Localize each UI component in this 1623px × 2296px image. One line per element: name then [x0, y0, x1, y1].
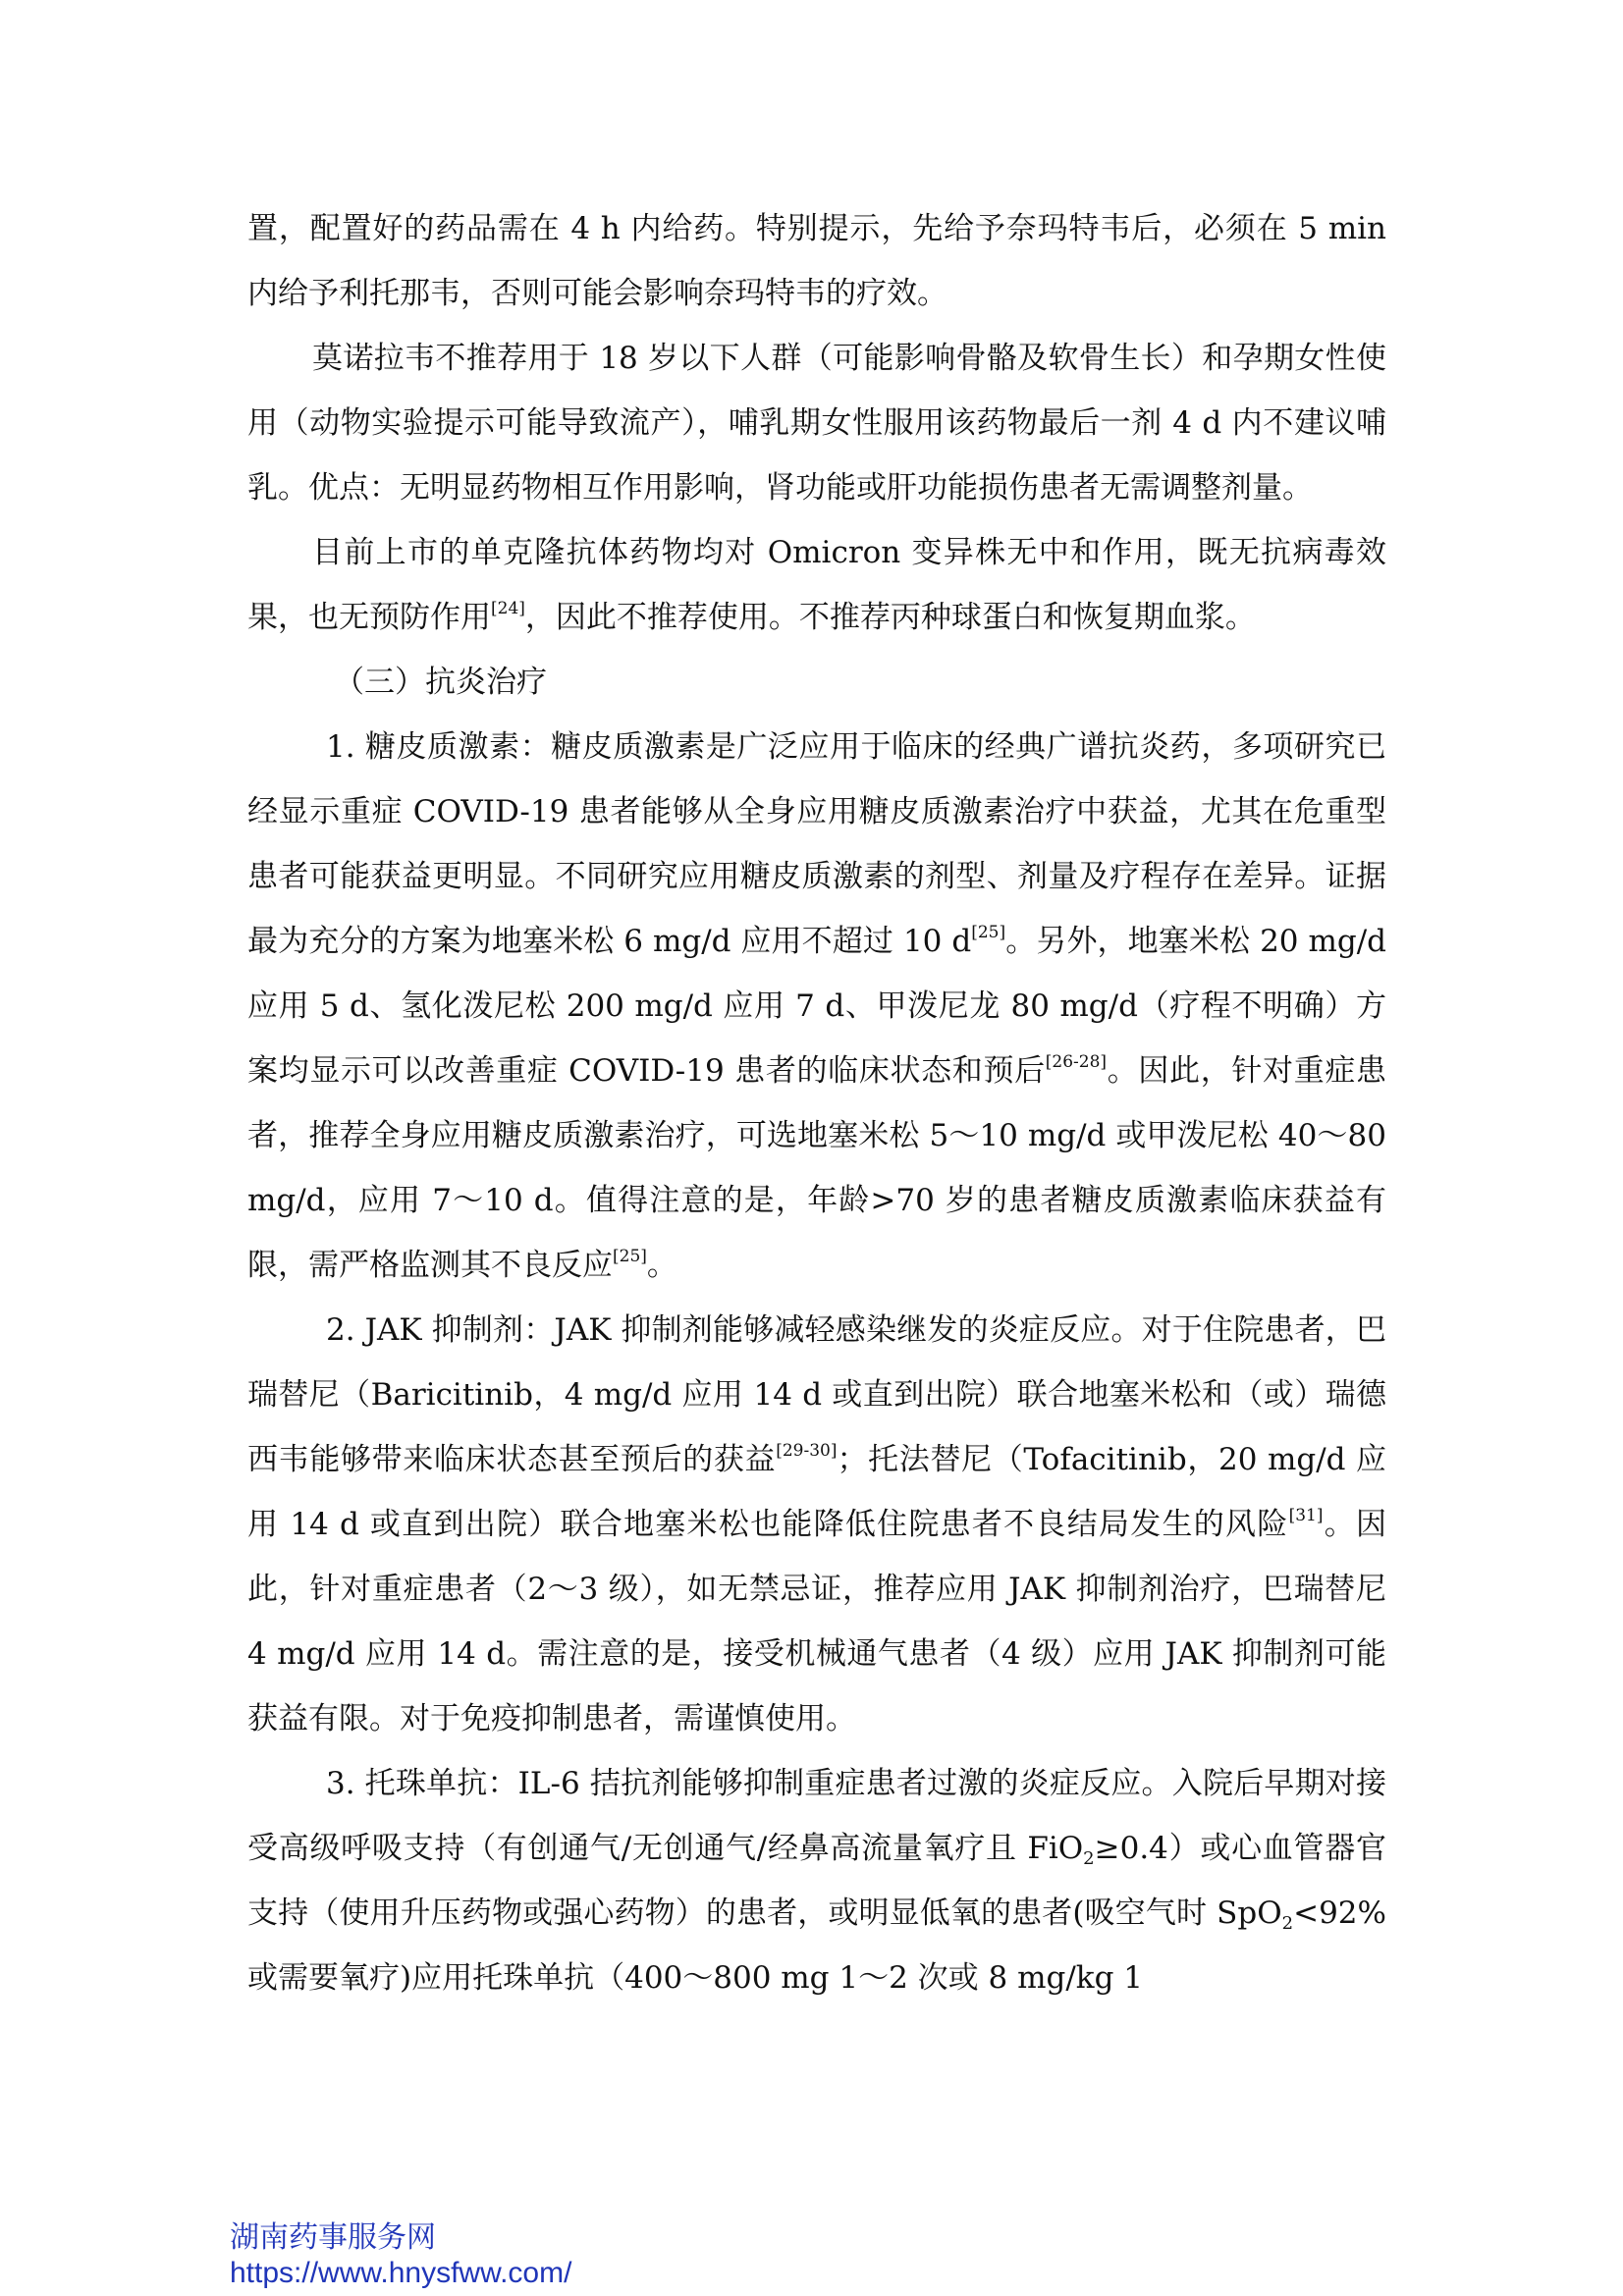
citation-24: [24]: [491, 599, 525, 618]
footer-site-url[interactable]: https://www.hnysfww.com/: [230, 2257, 572, 2289]
paragraph-jak-inhibitor-text: 2. JAK 抑制剂：JAK 抑制剂能够减轻感染继发的炎症反应。对于住院患者，巴瑞替尼（Baricitinib，4 mg/d 应用 14 d 或直到出院）联合地塞米松和（或）瑞德西韦能够带来临床状态甚至预后的获益: [247, 1312, 1386, 1477]
section-heading-anti-inflammatory: [247, 650, 1386, 715]
citation-25: [25]: [971, 923, 1006, 942]
citation-29-30: [29-30]: [776, 1441, 838, 1461]
paragraph-jak-inhibitor-text-2: ；托法替尼（Tofacitinib，20 mg/d 应用 14 d 或直到出院）联合地塞米松也能降低住院患者不良结局发生的风险: [247, 1442, 1386, 1542]
paragraph-1: [247, 196, 1386, 326]
paragraph-molnupiravir: [247, 326, 1386, 520]
paragraph-tocilizumab: [247, 1751, 1386, 2010]
paragraph-jak-inhibitor-text-end: 。因此，针对重症患者（2～3 级），如无禁忌证，推荐应用 JAK 抑制剂治疗，巴瑞替尼 4 mg/d 应用 14 d。需注意的是，接受机械通气患者（4 级）应用 JAK 抑制剂可能获益有限。对于免疫抑制患者，需谨慎使用。: [247, 1507, 1386, 1736]
paragraph-glucocorticoid-text-3: 。因此，针对重症患者，推荐全身应用糖皮质激素治疗，可选地塞米松 5～10 mg/d 或甲泼尼松 40～80 mg/d，应用 7～10 d。值得注意的是，年龄>70 岁的患者糖皮质激素临床获益有限，需严格监测其不良反应: [247, 1053, 1387, 1283]
paragraph-jak-inhibitor: [247, 1298, 1386, 1751]
paragraph-glucocorticoid-text-end: 。: [646, 1248, 677, 1283]
document-body: [247, 196, 1386, 2010]
paragraph-glucocorticoid-text: 1. 糖皮质激素：糖皮质激素是广泛应用于临床的经典广谱抗炎药，多项研究已经显示重症 COVID-19 患者能够从全身应用糖皮质激素治疗中获益，尤其在危重型患者可能获益更明显。不同研究应用糖皮质激素的剂型、剂量及疗程存在差异。证据最为充分的方案为地塞米松 6 mg/d 应用不超过 10 d: [247, 729, 1386, 959]
paragraph-tocilizumab-text-end: <92% 或需要氧疗)应用托珠单抗（400～800 mg 1～2 次或 8 mg/kg 1: [247, 1896, 1386, 1996]
subscript-spo2: 2: [1281, 1913, 1294, 1934]
paragraph-tocilizumab-text: 3. 托珠单抗：IL-6 拮抗剂能够抑制重症患者过激的炎症反应。入院后早期对接受高级呼吸支持（有创通气/无创通气/经鼻高流量氧疗且 FiO: [247, 1766, 1386, 1866]
paragraph-monoclonal-antibody: [247, 520, 1386, 650]
paragraph-monoclonal-antibody-text-end: ，因此不推荐使用。不推荐丙种球蛋白和恢复期血浆。: [524, 600, 1256, 635]
subscript-fio2: 2: [1083, 1848, 1095, 1869]
paragraph-tocilizumab-text-2: ≥0.4）或心血管器官支持（使用升压药物或强心药物）的患者，或明显低氧的患者(吸空气时 SpO: [247, 1831, 1386, 1931]
citation-31: [31]: [1288, 1506, 1324, 1525]
citation-25-second: [25]: [613, 1247, 647, 1266]
footer-watermark: [230, 2220, 571, 2291]
paragraph-1-text: 置，配置好的药品需在 4 h 内给药。特别提示，先给予奈玛特韦后，必须在 5 min 内给予利托那韦，否则可能会影响奈玛特韦的疗效。: [247, 211, 1386, 311]
paragraph-glucocorticoid: [247, 715, 1386, 1298]
paragraph-glucocorticoid-text-2: 。另外，地塞米松 20 mg/d 应用 5 d、氢化泼尼松 200 mg/d 应用 7 d、甲泼尼龙 80 mg/d（疗程不明确）方案均显示可以改善重症 COVID-19 患者的临床状态和预后: [247, 924, 1387, 1089]
section-heading-text: （三）抗炎治疗: [334, 665, 547, 700]
paragraph-monoclonal-antibody-text: 目前上市的单克隆抗体药物均对 Omicron 变异株无中和作用，既无抗病毒效果，也无预防作用: [247, 535, 1386, 635]
paragraph-molnupiravir-text: 莫诺拉韦不推荐用于 18 岁以下人群（可能影响骨骼及软骨生长）和孕期女性使用（动物实验提示可能导致流产），哺乳期女性服用该药物最后一剂 4 d 内不建议哺乳。优点：无明显药物相互作用影响，肾功能或肝功能损伤患者无需调整剂量。: [247, 341, 1386, 506]
citation-26-28: [26-28]: [1045, 1052, 1108, 1072]
footer-site-name: 湖南药事服务网: [230, 2221, 436, 2254]
